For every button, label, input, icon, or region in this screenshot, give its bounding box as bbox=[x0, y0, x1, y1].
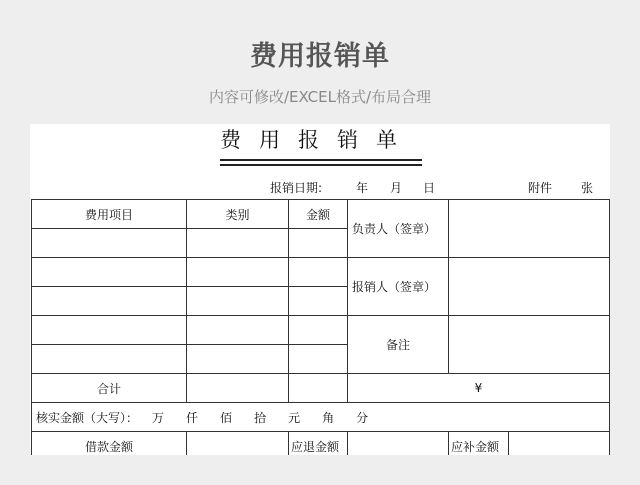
unit-jiao: 角 bbox=[322, 410, 335, 425]
expense-form-sheet bbox=[30, 124, 610, 455]
item-cell[interactable] bbox=[32, 287, 187, 316]
claimant-signature-cell[interactable] bbox=[449, 258, 610, 316]
category-cell[interactable] bbox=[187, 229, 289, 258]
unit-wan: 万 bbox=[152, 410, 165, 425]
amount-cell[interactable] bbox=[289, 229, 348, 258]
category-cell[interactable] bbox=[187, 345, 289, 374]
refund-amount-cell[interactable] bbox=[348, 432, 449, 456]
col-header-amount: 金额 bbox=[289, 200, 348, 229]
total-label: 合计 bbox=[32, 374, 187, 403]
attachment-unit: 张 bbox=[581, 181, 594, 195]
amount-cell[interactable] bbox=[289, 345, 348, 374]
col-header-item: 费用项目 bbox=[32, 200, 187, 229]
page-title: 费用报销单 bbox=[250, 41, 390, 72]
date-label: 报销日期: bbox=[270, 181, 323, 195]
unit-yuan: 元 bbox=[288, 410, 301, 425]
yuan-symbol: ¥ bbox=[474, 381, 483, 395]
expense-table bbox=[31, 199, 610, 455]
remarks-label: 备注 bbox=[348, 316, 449, 374]
date-month: 月 bbox=[390, 181, 403, 195]
item-cell[interactable] bbox=[32, 345, 187, 374]
claimant-signature-label: 报销人（签章） bbox=[348, 258, 449, 316]
attachment-label: 附件 bbox=[528, 181, 553, 195]
verified-amount-row[interactable] bbox=[32, 403, 610, 432]
supplement-amount-cell[interactable] bbox=[509, 432, 610, 456]
date-day: 日 bbox=[423, 181, 436, 195]
manager-signature-label: 负责人（签章） bbox=[348, 200, 449, 258]
amount-cell[interactable] bbox=[289, 316, 348, 345]
col-header-category: 类别 bbox=[187, 200, 289, 229]
page-subtitle: 内容可修改/EXCEL格式/布局合理 bbox=[208, 88, 432, 106]
category-cell[interactable] bbox=[187, 316, 289, 345]
remarks-cell[interactable] bbox=[449, 316, 610, 374]
unit-qian: 仟 bbox=[186, 410, 199, 425]
amount-cell[interactable] bbox=[289, 287, 348, 316]
supplement-amount-label: 应补金额 bbox=[449, 432, 509, 456]
date-year: 年 bbox=[356, 181, 369, 195]
loan-amount-label: 借款金额 bbox=[32, 432, 187, 456]
verified-amount-label: 核实金额（大写）： bbox=[36, 410, 139, 425]
total-amount-cell[interactable] bbox=[289, 374, 348, 403]
total-currency-cell[interactable] bbox=[348, 374, 610, 403]
form-title: 费用报销单 bbox=[220, 128, 415, 152]
category-cell[interactable] bbox=[187, 287, 289, 316]
amount-cell[interactable] bbox=[289, 258, 348, 287]
item-cell[interactable] bbox=[32, 316, 187, 345]
unit-fen: 分 bbox=[356, 410, 369, 425]
unit-bai: 佰 bbox=[220, 410, 233, 425]
item-cell[interactable] bbox=[32, 229, 187, 258]
category-cell[interactable] bbox=[187, 258, 289, 287]
unit-shi: 拾 bbox=[254, 410, 267, 425]
title-double-underline bbox=[220, 159, 422, 166]
total-category-cell[interactable] bbox=[187, 374, 289, 403]
manager-signature-cell[interactable] bbox=[449, 200, 610, 258]
loan-amount-cell[interactable] bbox=[187, 432, 289, 456]
item-cell[interactable] bbox=[32, 258, 187, 287]
refund-amount-label: 应退金额 bbox=[289, 432, 348, 456]
